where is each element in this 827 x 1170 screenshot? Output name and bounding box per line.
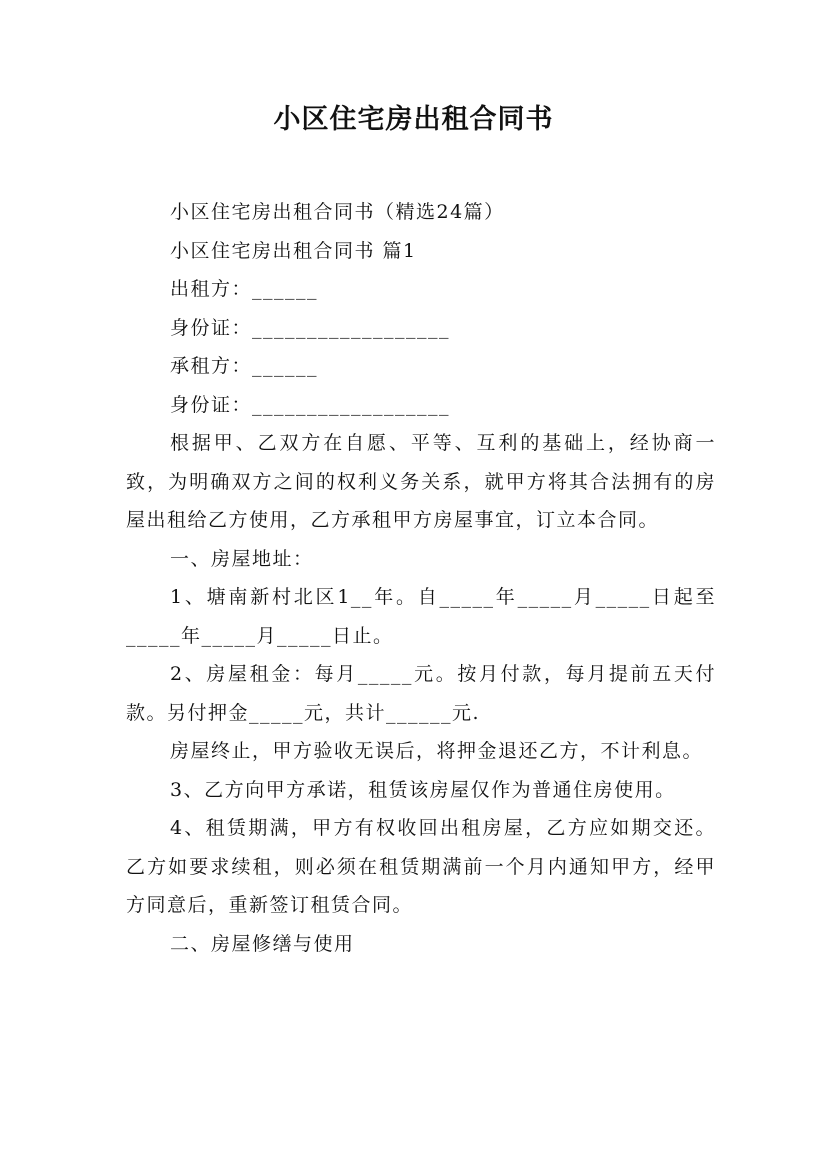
lessor-id-line: 身份证：__________________ <box>170 316 451 339</box>
document-title: 小区住宅房出租合同书 <box>273 104 554 135</box>
document-body <box>126 193 716 963</box>
deposit-paragraph: 房屋终止，甲方验收无误后，将押金退还乙方，不计利息。 <box>170 740 704 762</box>
clause-1: 1、塘南新村北区1__年。自_____年_____月_____日起至_____年_____月_____日止。 <box>126 586 716 647</box>
section-heading: 小区住宅房出租合同书 篇1 <box>170 239 417 262</box>
clause-4: 4、租赁期满，甲方有权收回出租房屋，乙方应如期交还。乙方如要求续租，则必须在租赁期满前一个月内通知甲方，经甲方同意后，重新签订租赁合同。 <box>126 817 716 916</box>
clause-3: 3、乙方向甲方承诺，租赁该房屋仅作为普通住房使用。 <box>170 778 676 801</box>
lessor-line: 出租方：______ <box>170 278 319 300</box>
lessee-line: 承租方：______ <box>170 355 319 377</box>
lessee-id-line: 身份证：__________________ <box>170 393 451 416</box>
clause-heading-repair: 二、房屋修缮与使用 <box>170 932 355 955</box>
intro-paragraph: 根据甲、乙双方在自愿、平等、互利的基础上，经协商一致，为明确双方之间的权利义务关系，就甲方将其合法拥有的房屋出租给乙方使用，乙方承租甲方房屋事宜，订立本合同。 <box>126 432 716 531</box>
subtitle-paragraph: 小区住宅房出租合同书（精选24篇） <box>170 201 505 223</box>
clause-heading-address: 一、房屋地址： <box>170 547 314 570</box>
clause-2: 2、房屋租金：每月_____元。按月付款，每月提前五天付款。另付押金_____元，共计______元. <box>126 663 716 724</box>
